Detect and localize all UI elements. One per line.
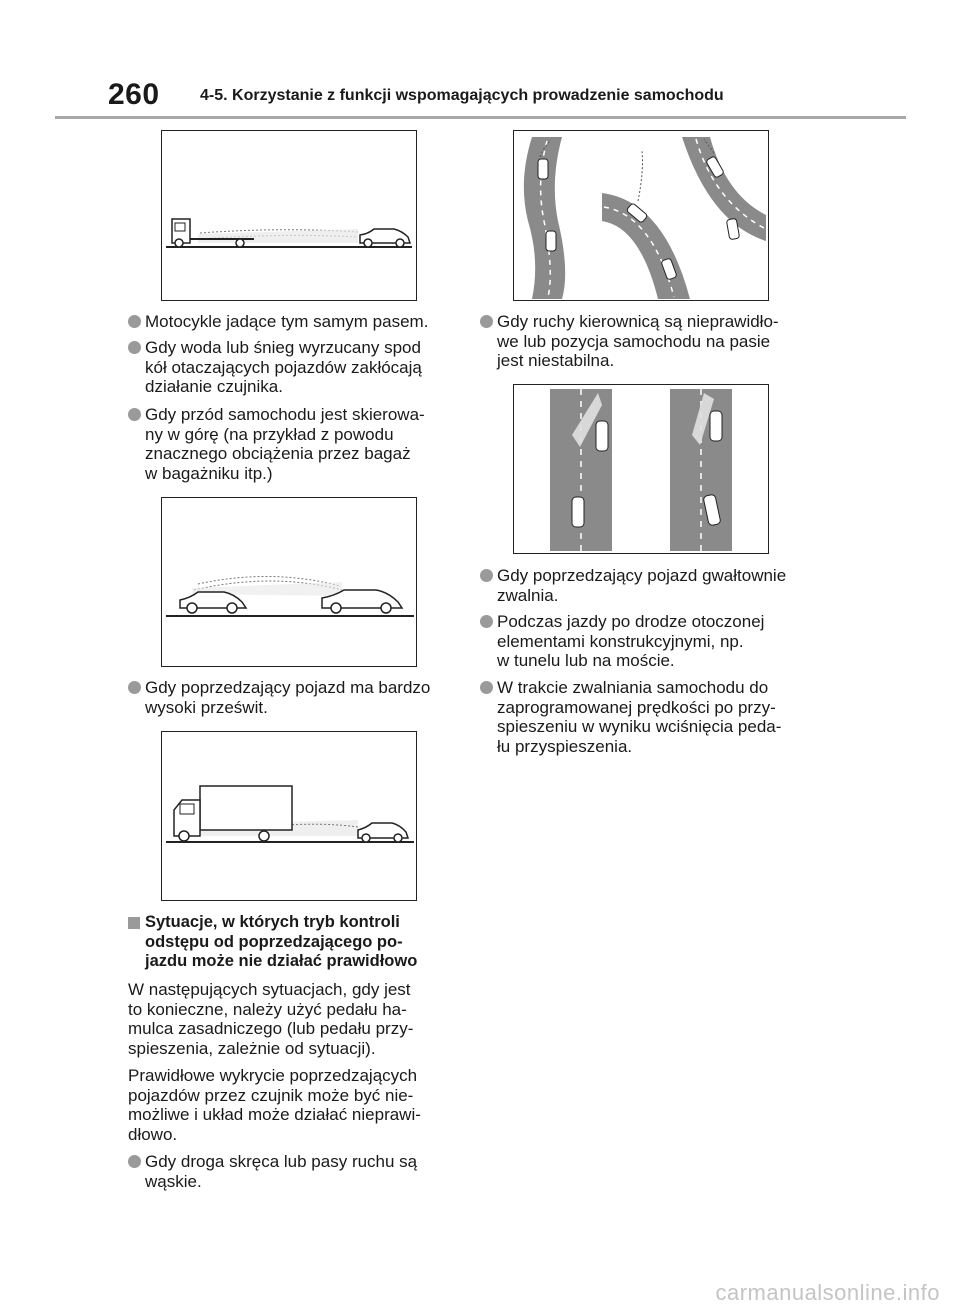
bullet-dot-icon bbox=[480, 615, 493, 628]
square-bullet-icon bbox=[128, 917, 140, 929]
watermark: carmanualsonline.info bbox=[715, 1280, 940, 1305]
figure-two-cars bbox=[161, 497, 417, 667]
subheading-situations: Sytuacje, w których tryb kontroli odstępu od poprzedzającego po- jazdu może nie działać prawidłowo bbox=[128, 913, 458, 972]
bullet-dot-icon bbox=[480, 315, 493, 328]
bullet-narrow-lanes: Gdy droga skręca lub pasy ruchu są wąskie. bbox=[128, 1152, 458, 1191]
bullet-tunnel-bridge: Podczas jazdy po drodze otoczonej elementami konstrukcyjnymi, np. w tunelu lub na moście. bbox=[480, 612, 820, 671]
bullet-dot-icon bbox=[128, 408, 141, 421]
bullet-front-raised: Gdy przód samochodu jest skierowa- ny w górę (na przykład z powodu znacznego obciążenia przez bagaż w bagażniku itp.) bbox=[128, 405, 458, 483]
paragraph-detection: Prawidłowe wykrycie poprzedzających pojazdów przez czujnik może być nie- możliwe i układ może działać nieprawi- dłowo. bbox=[128, 1066, 421, 1144]
page-number: 260 bbox=[108, 78, 160, 111]
bullet-motorcycles: Motocykle jadące tym samym pasem. bbox=[128, 312, 458, 332]
bullet-dot-icon bbox=[128, 315, 141, 328]
paragraph-pedal: W następujących sytuacjach, gdy jest to konieczne, należy użyć pedału ha- mulca zasadniczego (lub pedału przy- spieszenia, zależnie od sytuacji). bbox=[128, 980, 414, 1058]
figure-tow-truck bbox=[161, 130, 417, 301]
bullet-sudden-brake: Gdy poprzedzający pojazd gwałtownie zwalnia. bbox=[480, 566, 820, 605]
bullet-water-snow: Gdy woda lub śnieg wyrzucany spod kół otaczających pojazdów zakłócają działanie czujnika. bbox=[128, 338, 458, 397]
bullet-dot-icon bbox=[128, 341, 141, 354]
bullet-dot-icon bbox=[128, 1155, 141, 1168]
bullet-dot-icon bbox=[128, 681, 141, 694]
bullet-high-clearance: Gdy poprzedzający pojazd ma bardzo wysoki prześwit. bbox=[128, 678, 458, 717]
bullet-steering: Gdy ruchy kierownicą są nieprawidło- we lub pozycja samochodu na pasie jest niestabilna. bbox=[480, 312, 820, 371]
figure-truck-clearance bbox=[161, 731, 417, 901]
page-header bbox=[108, 78, 906, 118]
bullet-dot-icon bbox=[480, 569, 493, 582]
header-divider bbox=[55, 116, 906, 119]
figure-straight-lanes bbox=[513, 384, 769, 554]
bullet-dot-icon bbox=[480, 681, 493, 694]
bullet-decelerating: W trakcie zwalniania samochodu do zaprogramowanej prędkości po przy- spieszeniu w wyniku wciśnięcia peda- łu przyspieszenia. bbox=[480, 678, 820, 756]
section-title: 4-5. Korzystanie z funkcji wspomagających prowadzenie samochodu bbox=[200, 87, 724, 104]
figure-curved-roads bbox=[513, 130, 769, 301]
